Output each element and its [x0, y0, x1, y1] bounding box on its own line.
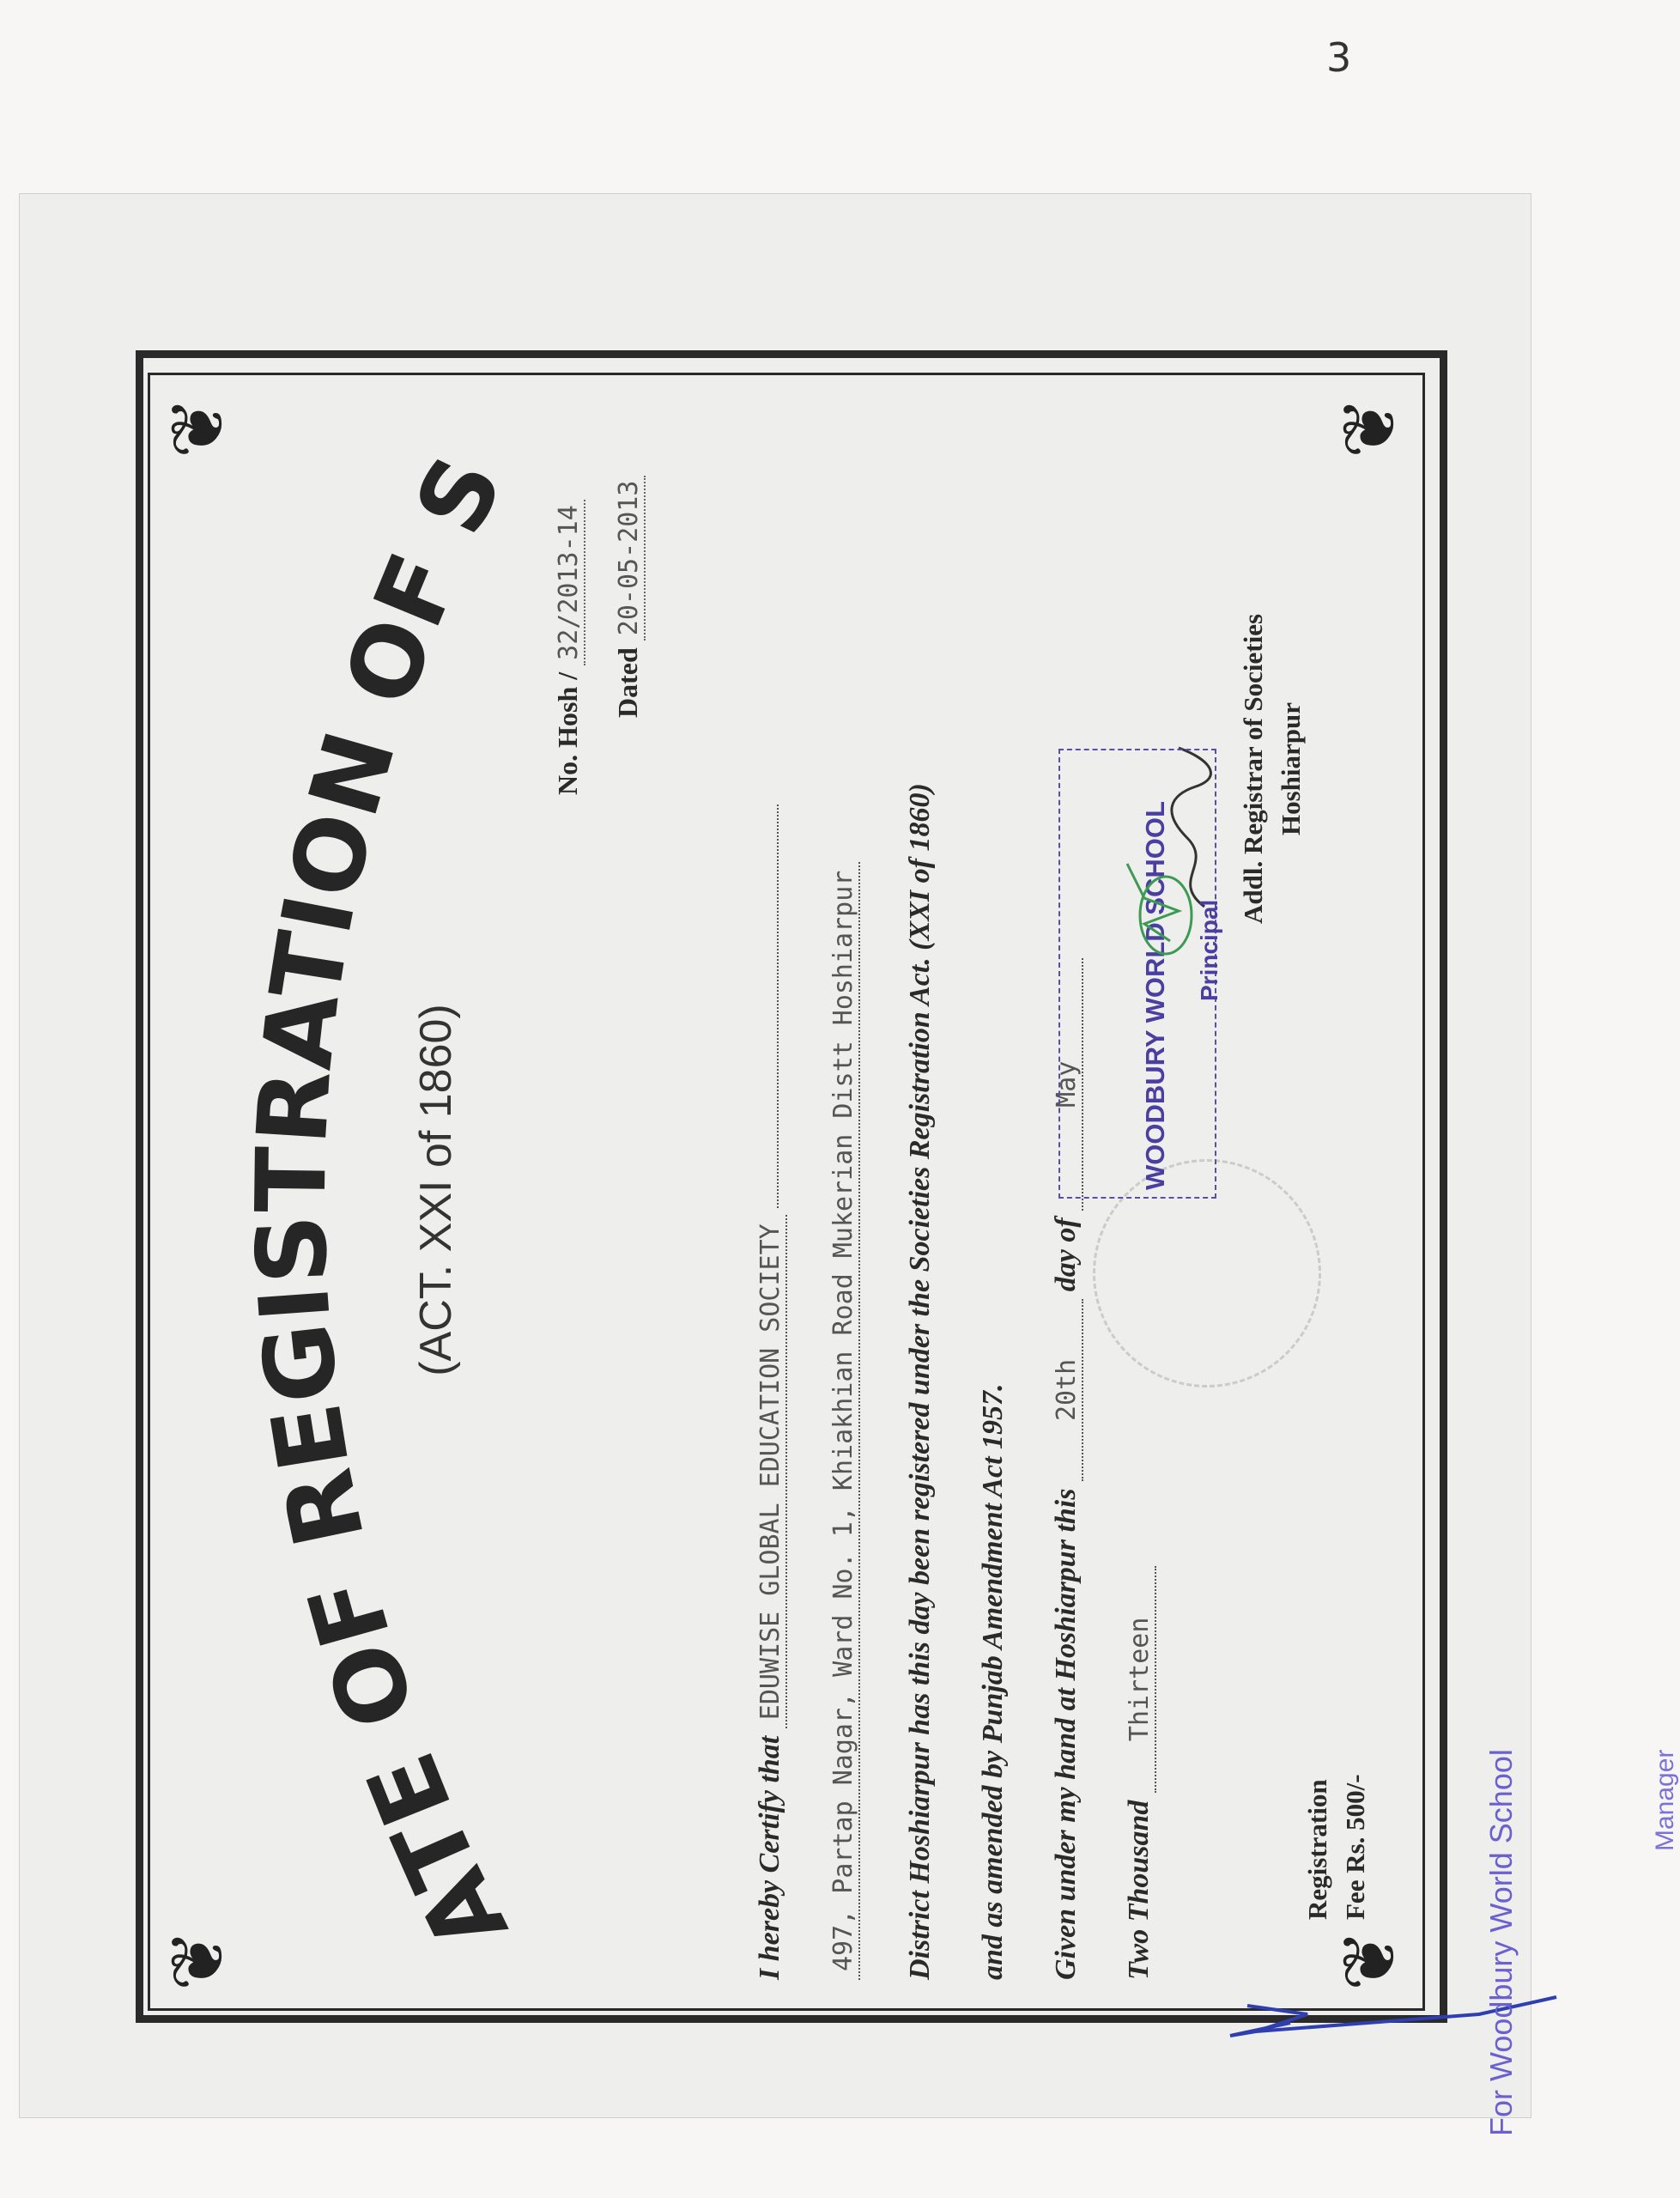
ornament-bottom-right-icon: ❦: [1327, 396, 1413, 459]
registrar-block: [1234, 614, 1310, 924]
registration-date-value: 20-05-2013: [614, 476, 646, 641]
year-prefix: Two Thousand: [1123, 1800, 1155, 1980]
year-value: Thirteen: [1125, 1566, 1156, 1794]
address-line: [827, 862, 859, 1980]
certificate-title: [52, 400, 552, 2039]
principal-signature: [1119, 838, 1213, 975]
ornament-top-right-icon: ❦: [155, 396, 241, 459]
ornament-top-left-icon: ❦: [155, 1928, 241, 1992]
fee-amount: Fee Rs. 500/-: [1340, 1774, 1370, 1920]
act-subtitle: (ACT. XXI of 1860): [411, 1004, 461, 1376]
stamp-principal: Principal: [1196, 899, 1222, 1001]
registration-number: [552, 500, 584, 795]
certificate-rotated: [20, 194, 1679, 2136]
month-value: May: [1052, 958, 1083, 1211]
registration-date: [612, 476, 644, 718]
stamp-for-line: For Woodbury World School: [1483, 1749, 1519, 2136]
certificate-scan: [19, 193, 1679, 2136]
stamp-school-name: WOODBURY WORLD SCHOOL: [1140, 801, 1170, 1190]
dotted-fill: [767, 805, 779, 1208]
registration-date-label: Dated: [612, 647, 643, 718]
certify-prefix: I hereby Certify that: [754, 1735, 785, 1980]
fee-label: Registration: [1302, 1779, 1332, 1920]
stamp-manager: Manager: [1651, 1749, 1679, 1851]
society-address: 497, Partap Nagar, Ward No. 1, Khiakhian Road Mukerian Distt Hoshiarpur: [828, 862, 860, 1980]
registration-number-value: 32/2013-14: [554, 500, 585, 665]
registration-statement: District Hoshiarpur has this day been registered under the Societies Registration Act. (XXI of 1860): [904, 783, 936, 1980]
certificate-title-text: CERTIFICATE OF REGISTRATION OF SOCIETIES: [52, 439, 531, 2039]
manager-signature: [1222, 1688, 1591, 2049]
given-mid: day of: [1050, 1217, 1082, 1292]
certify-line: [754, 805, 786, 1980]
registration-number-label: No. Hosh /: [552, 671, 583, 795]
amendment-statement: and as amended by Punjab Amendment Act 1957.: [977, 1383, 1009, 1980]
registrar-title: Addl. Registrar of Societies: [1238, 613, 1268, 924]
registrar-location: Hoshiarpur: [1276, 701, 1306, 835]
year-line: [1123, 1566, 1155, 1980]
day-value: 20th: [1052, 1299, 1083, 1481]
ornament-bottom-left-icon: ❦: [1327, 1928, 1413, 1992]
page-number: 3: [1326, 34, 1352, 81]
given-prefix: Given under my hand at Hoshiarpur this: [1050, 1488, 1082, 1980]
society-name: EDUWISE GLOBAL EDUCATION SOCIETY: [755, 1215, 787, 1728]
